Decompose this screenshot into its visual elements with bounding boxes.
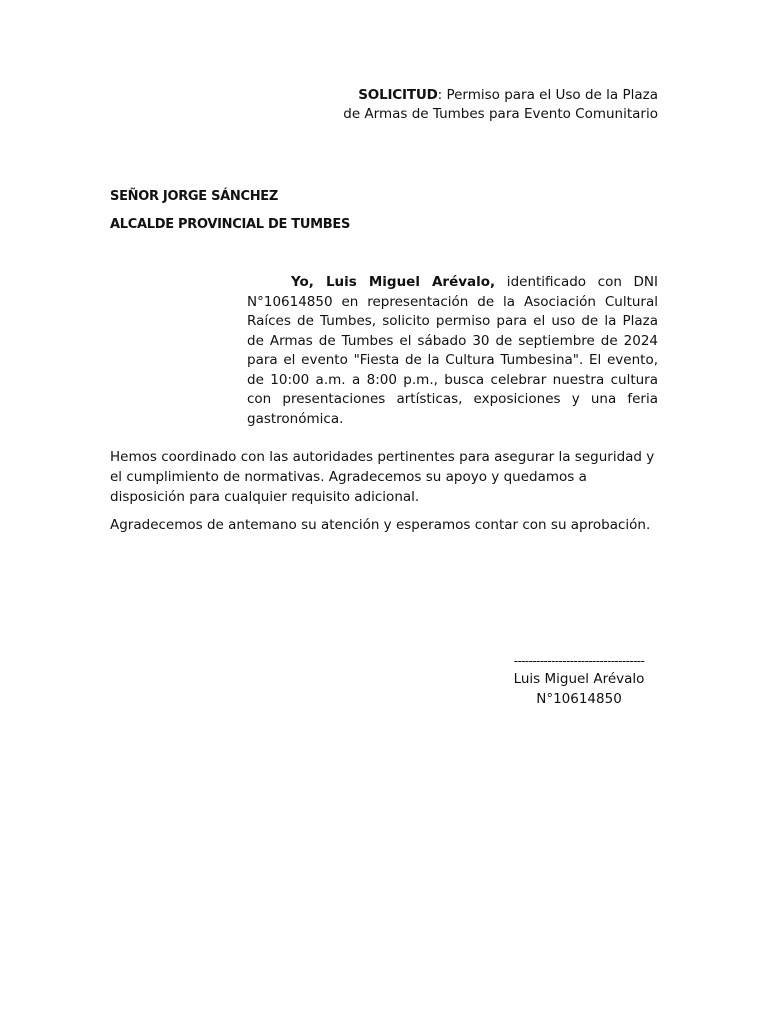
- coordination-paragraph: Hemos coordinado con las autoridades pertinentes para asegurar la seguridad y el cumplimiento de normativas. Agradecemos su apoyo y quedamos a disposición para cualquier requisito adicional.: [110, 449, 655, 505]
- subject-text-1: : Permiso para el Uso de la Plaza: [437, 87, 658, 103]
- signature-line: -----------------------------------: [513, 654, 645, 668]
- addressee-name: SEÑOR JORGE SÁNCHEZ: [110, 189, 279, 204]
- subject-label: SOLICITUD: [358, 87, 438, 103]
- subject-line-1: [328, 86, 658, 105]
- signature-id: N°10614850: [536, 690, 622, 707]
- applicant-name: Yo, Luis Miguel Arévalo,: [291, 274, 496, 290]
- subject-block: [328, 86, 658, 124]
- addressee-block: [110, 187, 350, 235]
- request-paragraph: [247, 273, 658, 429]
- request-text: identificado con DNI N°10614850 en representación de la Asociación Cultural Raíces de Tumbes, solicito permiso para el uso de la Plaza de Armas de Tumbes el sábado 30 de septiembre de 2024 para el evento "Fiesta de la Cultura Tumbesina". El evento, de 10:00 a.m. a 8:00 p.m., busca celebrar nuestra cultura con presentaciones artísticas, exposiciones y una feria gastronómica.: [247, 274, 658, 427]
- signature-name: Luis Miguel Arévalo: [513, 671, 645, 687]
- closing-paragraph: Agradecemos de antemano su atención y esperamos contar con su aprobación.: [110, 517, 651, 533]
- signature-block: [500, 652, 658, 709]
- addressee-title: ALCALDE PROVINCIAL DE TUMBES: [110, 217, 351, 232]
- subject-text-2: de Armas de Tumbes para Evento Comunitario: [343, 106, 658, 122]
